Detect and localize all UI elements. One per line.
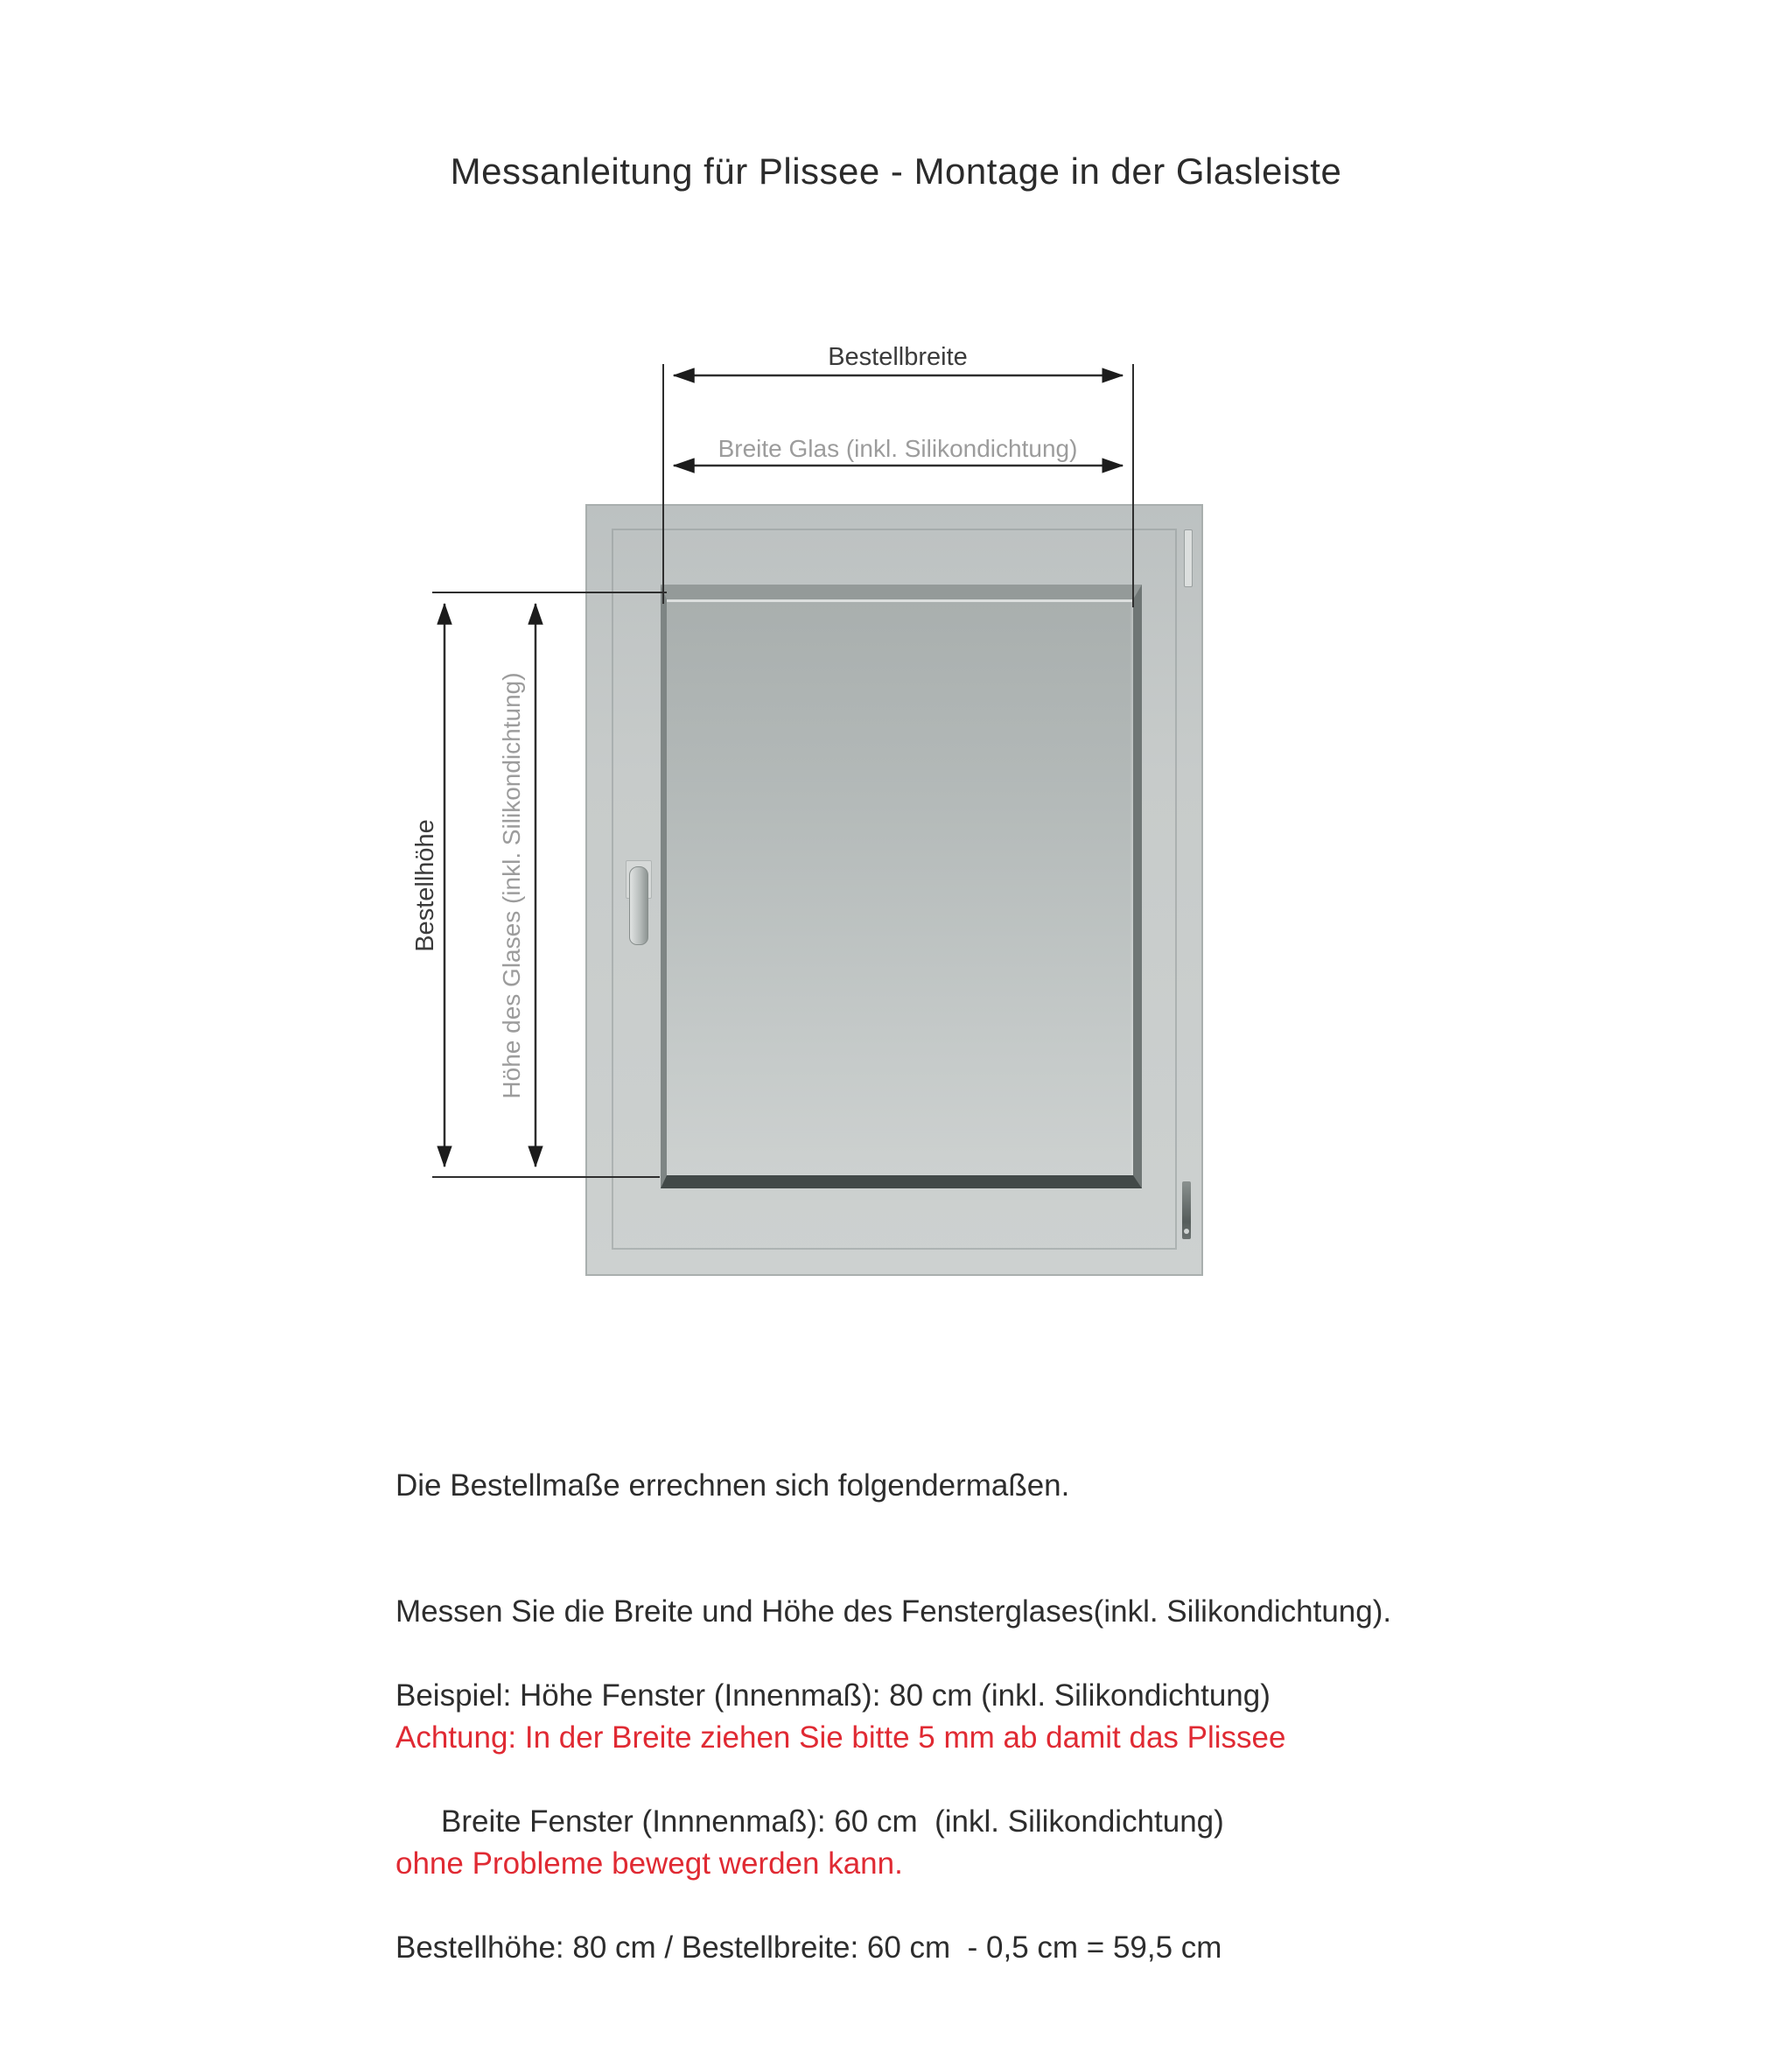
glass-width-label: Breite Glas (inkl. Silikondichtung) <box>718 435 1078 462</box>
instructions-line-2: Messen Sie die Breite und Höhe des Fensterglases(inkl. Silikondichtung). <box>396 1594 1392 1629</box>
order-height-label: Bestellhöhe <box>411 819 439 952</box>
order-width-label: Bestellbreite <box>828 343 968 371</box>
instructions-line-1: Die Bestellmaße errechnen sich folgendermaßen. <box>396 1468 1070 1503</box>
example-line-2: Breite Fenster (Innnenmaß): 60 cm (inkl. Silikondichtung) <box>441 1804 1224 1839</box>
example-block <box>396 1591 1270 2053</box>
warning-line-1: Achtung: In der Breite ziehen Sie bitte 5 mm ab damit das Plissee <box>396 1720 1286 1755</box>
example-line-1: Beispiel: Höhe Fenster (Innenmaß): 80 cm (inkl. Silikondichtung) <box>396 1678 1270 1713</box>
glass-height-label: Höhe des Glases (inkl. Silikondichtung) <box>498 672 525 1099</box>
warning-line-2: ohne Probleme bewegt werden kann. <box>396 1846 903 1881</box>
page-title: Messanleitung für Plissee - Montage in der Glasleiste <box>450 151 1342 192</box>
example-line-3: Bestellhöhe: 80 cm / Bestellbreite: 60 cm - 0,5 cm = 59,5 cm <box>396 1930 1222 1965</box>
